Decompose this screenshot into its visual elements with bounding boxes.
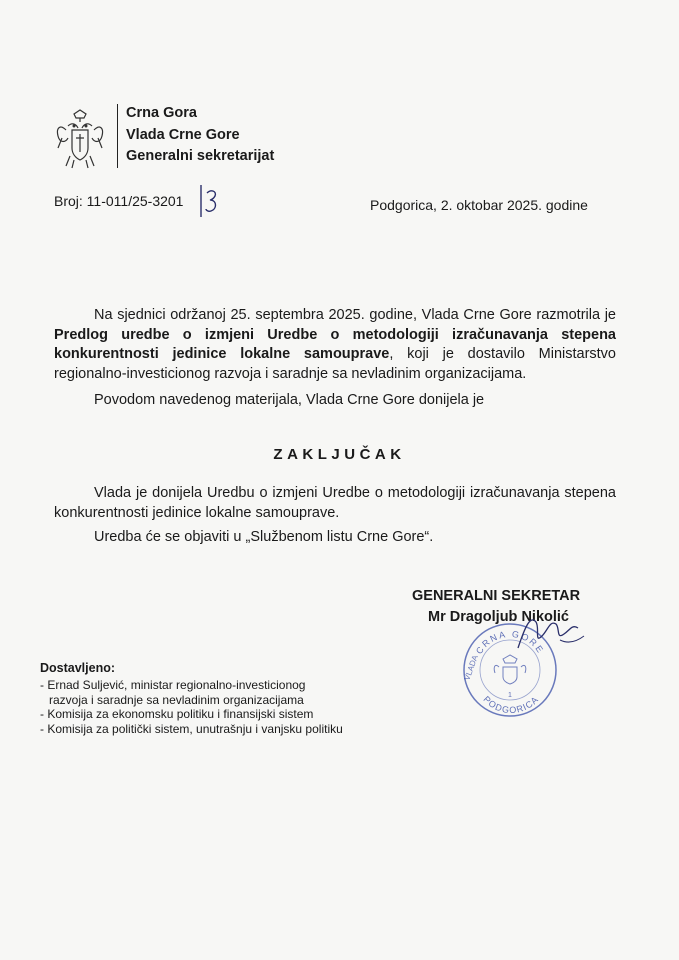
distribution-item-continued: razvoja i saradnje sa nevladinim organizacijama [49,692,304,707]
conclusion-body [54,484,616,548]
handwritten-reference-mark [197,183,223,219]
stamp-bottom-text: PODGORICA [481,694,541,716]
paragraph-decision-intro: Povodom navedenog materijala, Vlada Crne Gore donijela je [94,392,485,408]
header-divider [117,104,118,168]
paragraph-publication: Uredba će se objaviti u „Službenom listu Crne Gore“. [94,529,434,545]
stamp-number: 1 [508,692,512,699]
distribution-list [40,678,343,736]
header-secretariat: Generalni sekretarijat [126,148,275,164]
stamp-top-text: CRNA GORE [473,628,547,656]
coat-of-arms-icon [52,108,108,172]
main-body [54,306,616,411]
paragraph-conclusion: Vlada je donijela Uredbu o izmjeni Uredbe o metodologiji izračunavanja stepena konkurentnosti jedinice lokalne samouprave. [54,485,616,521]
header-government: Vlada Crne Gore [126,126,240,143]
proposal-title: Predlog uredbe o izmjeni Uredbe o metodologiji izračunavanja stepena konkurentnosti jedinice lokalne samouprave [54,326,616,362]
distribution-item: - Komisija za politički sistem, unutrašnju i vanjsku politiku [40,721,343,736]
institution-header [126,103,274,168]
header-country: Crna Gora [126,105,197,121]
conclusion-title: ZAKLJUČAK [273,446,406,463]
paragraph-session-part2: , koji je dostavilo Ministarstvo regionalno-investicionog razvoja i saradnje sa nevladinim organizacijama. [54,346,616,382]
distribution-item: - Komisija za ekonomsku politiku i finansijski sistem [40,707,314,721]
distribution-heading: Dostavljeno: [40,661,116,675]
reference-number: Broj: 11-011/25-3201 [54,193,184,209]
stamp-left-text: VLADA [462,653,480,682]
signatory-name: Mr Dragoljub Nikolić [428,609,569,625]
distribution-item: - Ernad Suljević, ministar regionalno-investicionog [40,678,306,692]
document-date: Podgorica, 2. oktobar 2025. godine [370,197,588,213]
signatory-title: GENERALNI SEKRETAR [412,588,581,604]
signature-mark [510,600,590,660]
paragraph-session [54,306,616,384]
paragraph-session-part1: Na sjednici održanoj 25. septembra 2025. godine, Vlada Crne Gore razmotrila je [94,307,616,323]
